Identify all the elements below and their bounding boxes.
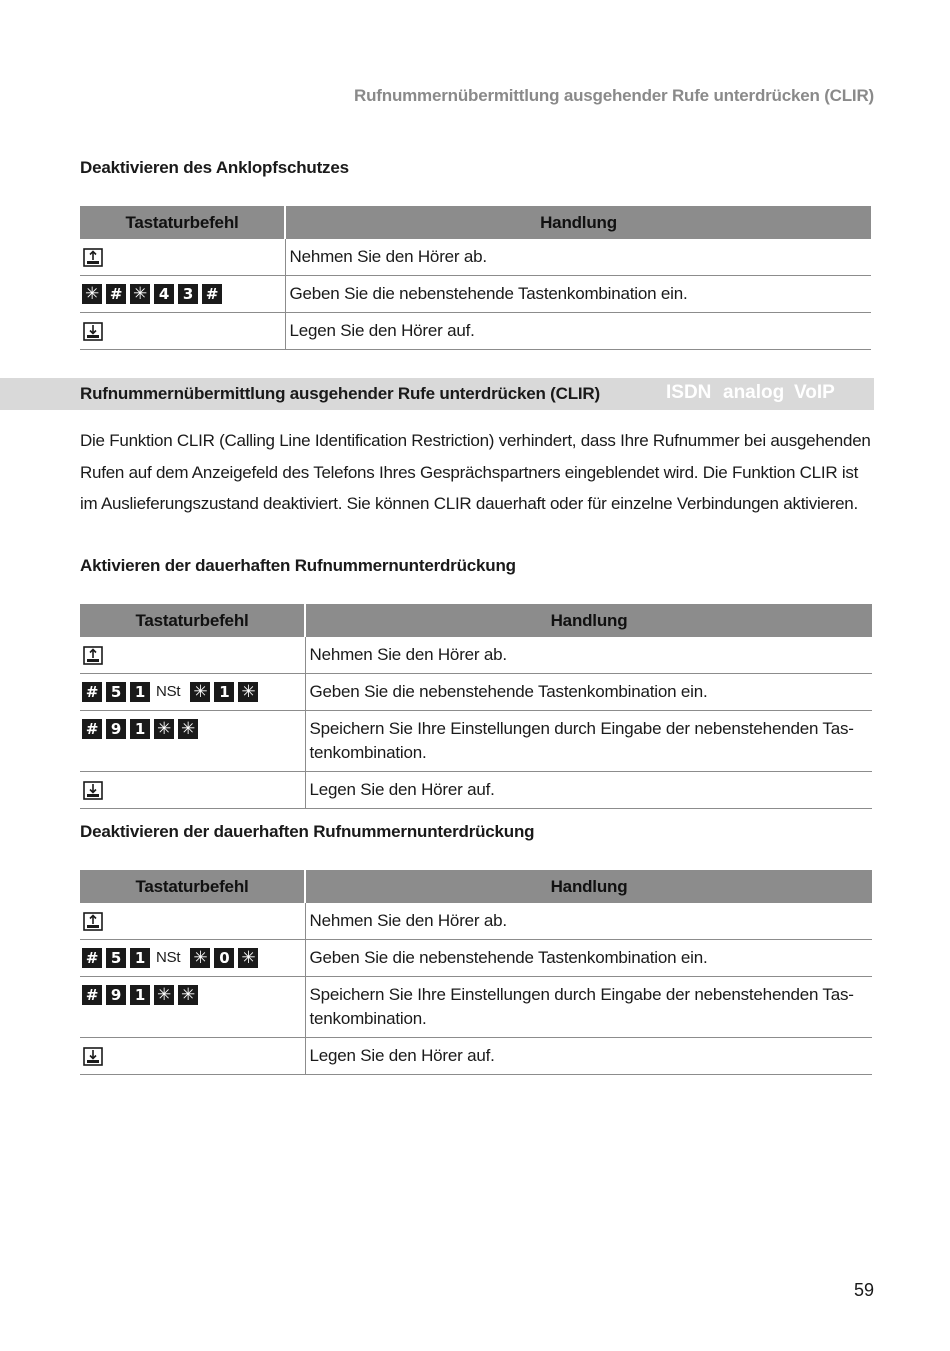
- table-row: [80, 276, 871, 313]
- action-cell: Nehmen Sie den Hörer ab.: [285, 239, 871, 276]
- star-key: ✳: [154, 985, 174, 1005]
- nst-label: NSt: [156, 949, 181, 966]
- key-cell: [80, 276, 285, 313]
- table-row: [80, 1038, 872, 1075]
- table-row: [80, 674, 872, 711]
- star-key: ✳: [238, 682, 258, 702]
- column-header-key: Tastaturbefehl: [80, 870, 305, 903]
- clir-description: Die Funktion CLIR (Calling Line Identification Restriction) verhindert, dass Ihre Rufnummer bei ausgehenden Rufen auf dem Anzeigefeld des Telefons Ihres Gesprächspartners eingeblendet wird. Die Funktion CLIR ist im Auslieferungszustand deaktiviert. Sie können CLIR dauerhaft oder für einzelne Verbindungen aktivieren.: [80, 431, 871, 513]
- handset-off-hook-icon: [82, 909, 104, 933]
- key-cell: [80, 313, 285, 350]
- action-cell: Legen Sie den Hörer auf.: [285, 313, 871, 350]
- digit-key: 3: [178, 284, 198, 304]
- key-sequence: [82, 282, 222, 306]
- page-number: 59: [853, 1280, 874, 1300]
- star-key: ✳: [178, 985, 198, 1005]
- action-cell: Speichern Sie Ihre Einstellungen durch Eingabe der nebenstehenden Tas- tenkombination.: [305, 977, 872, 1038]
- column-header-key: Tastaturbefehl: [80, 604, 305, 637]
- column-header-action: Handlung: [305, 870, 872, 903]
- action-cell: Speichern Sie Ihre Einstellungen durch Eingabe der nebenstehenden Tas- tenkombination.: [305, 711, 872, 772]
- key-cell: [80, 903, 305, 940]
- key-sequence: [82, 946, 258, 970]
- digit-key: 0: [214, 948, 234, 968]
- table-row: [80, 313, 871, 350]
- running-header: Rufnummernübermittlung ausgehender Rufe unterdrücken (CLIR): [354, 86, 874, 105]
- action-cell: Geben Sie die nebenstehende Tastenkombination ein.: [305, 940, 872, 977]
- digit-key: 5: [106, 682, 126, 702]
- section-title-clir: Rufnummernübermittlung ausgehender Rufe unterdrücken (CLIR): [80, 384, 600, 403]
- key-cell: [80, 772, 305, 809]
- key-cell: [80, 674, 305, 711]
- star-key: ✳: [154, 719, 174, 739]
- key-cell: [80, 239, 285, 276]
- section-heading-anklopfschutz: Deaktivieren des Anklopfschutzes: [80, 158, 349, 177]
- tag-analog: analog: [723, 382, 785, 403]
- handset-on-hook-icon: [82, 778, 104, 802]
- tag-voip: VoIP: [794, 382, 835, 403]
- hash-key: #: [82, 985, 102, 1005]
- star-key: ✳: [82, 284, 102, 304]
- handset-off-hook-icon: [82, 245, 104, 269]
- table-row: [80, 711, 872, 772]
- key-cell: [80, 711, 305, 772]
- table-row: [80, 903, 872, 940]
- digit-key: 1: [130, 719, 150, 739]
- digit-key: 4: [154, 284, 174, 304]
- table-row: [80, 977, 872, 1038]
- action-cell: Nehmen Sie den Hörer ab.: [305, 903, 872, 940]
- hash-key: #: [202, 284, 222, 304]
- column-header-action: Handlung: [285, 206, 871, 239]
- key-cell: [80, 1038, 305, 1075]
- column-header-key: Tastaturbefehl: [80, 206, 285, 239]
- steps-table-aktivieren: [80, 604, 872, 809]
- table-row: [80, 772, 872, 809]
- steps-table-anklopfschutz: [80, 206, 871, 350]
- digit-key: 5: [106, 948, 126, 968]
- star-key: ✳: [238, 948, 258, 968]
- steps-table-deaktivieren: [80, 870, 872, 1075]
- digit-key: 1: [130, 682, 150, 702]
- handset-off-hook-icon: [82, 643, 104, 667]
- action-cell: Geben Sie die nebenstehende Tastenkombination ein.: [305, 674, 872, 711]
- key-cell: [80, 637, 305, 674]
- nst-label: NSt: [156, 683, 181, 700]
- table-row: [80, 940, 872, 977]
- hash-key: #: [82, 948, 102, 968]
- action-cell: Geben Sie die nebenstehende Tastenkombination ein.: [285, 276, 871, 313]
- digit-key: 1: [214, 682, 234, 702]
- section-bar-clir: [0, 378, 874, 410]
- handset-on-hook-icon: [82, 319, 104, 343]
- section-heading-aktivieren: Aktivieren der dauerhaften Rufnummernunterdrückung: [80, 556, 516, 575]
- table-row: [80, 637, 872, 674]
- star-key: ✳: [190, 948, 210, 968]
- star-key: ✳: [178, 719, 198, 739]
- star-key: ✳: [130, 284, 150, 304]
- table-row: [80, 239, 871, 276]
- action-cell: Legen Sie den Hörer auf.: [305, 1038, 872, 1075]
- key-sequence: [82, 983, 198, 1007]
- column-header-action: Handlung: [305, 604, 872, 637]
- hash-key: #: [106, 284, 126, 304]
- digit-key: 1: [130, 985, 150, 1005]
- digit-key: 1: [130, 948, 150, 968]
- key-cell: [80, 977, 305, 1038]
- digit-key: 9: [106, 719, 126, 739]
- handset-on-hook-icon: [82, 1044, 104, 1068]
- key-sequence: [82, 680, 258, 704]
- key-cell: [80, 940, 305, 977]
- digit-key: 9: [106, 985, 126, 1005]
- action-cell: Nehmen Sie den Hörer ab.: [305, 637, 872, 674]
- tag-isdn: ISDN: [666, 382, 712, 403]
- hash-key: #: [82, 682, 102, 702]
- key-sequence: [82, 717, 198, 741]
- section-heading-deaktivieren: Deaktivieren der dauerhaften Rufnummernunterdrückung: [80, 822, 535, 841]
- hash-key: #: [82, 719, 102, 739]
- star-key: ✳: [190, 682, 210, 702]
- action-cell: Legen Sie den Hörer auf.: [305, 772, 872, 809]
